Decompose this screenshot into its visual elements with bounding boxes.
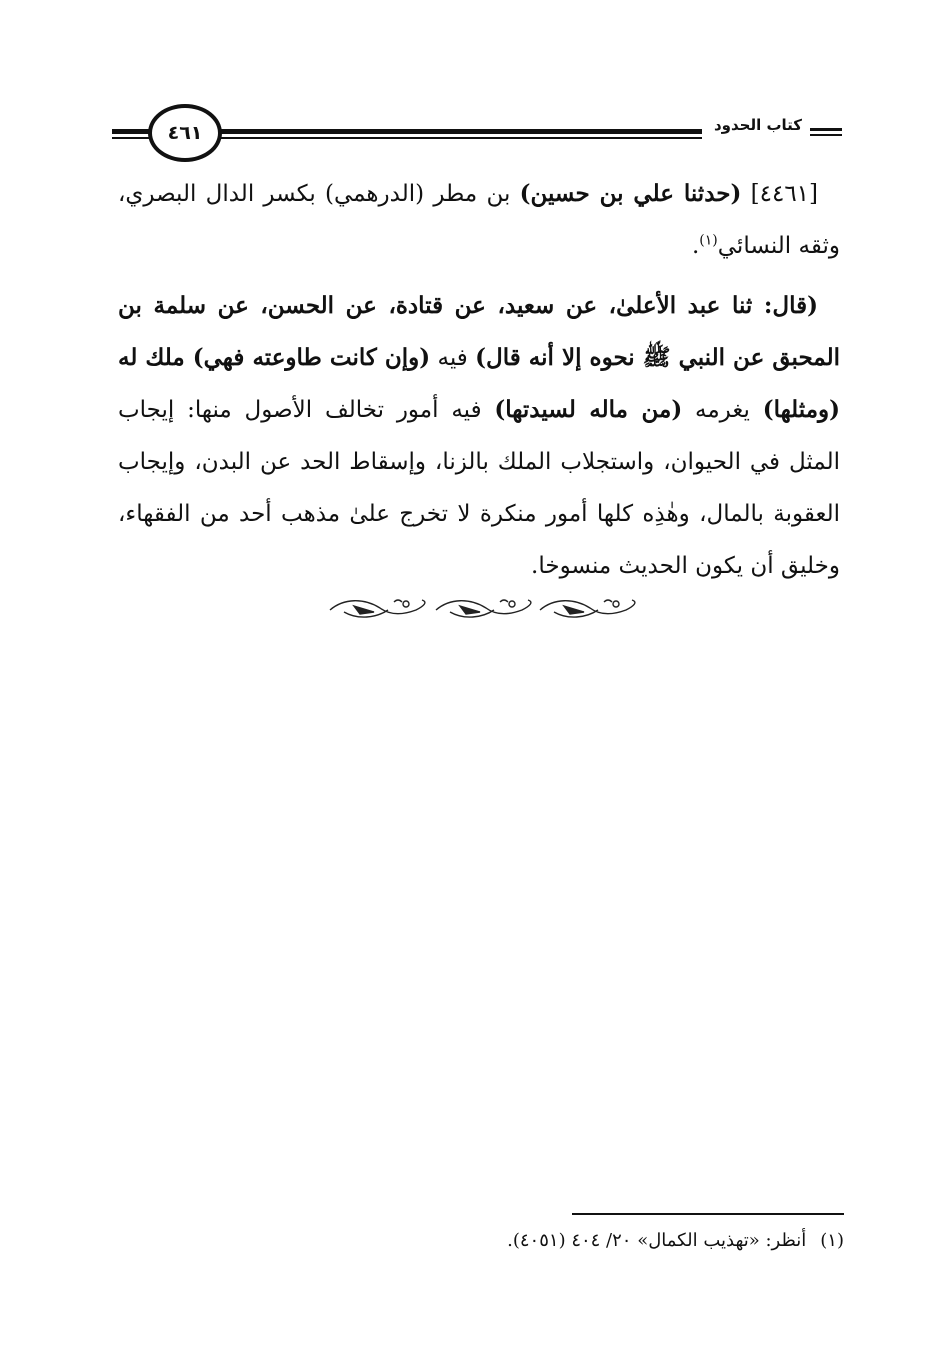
header-dash-thin [810,134,842,136]
paragraph-1 [118,168,840,272]
narrator-chain: (حدثنا علي بن حسين) [519,180,742,207]
commentary-text-2: فيه أمور تخالف الأصول منها: إيجاب المثل في الحيوان، واستجلاب الملك بالزنا، وإسقاط الحد عن البدن، وإيجاب العقوبة بالمال، وهٰذِه كلها أمور منكرة لا تخرج علىٰ مذهب أحد من الفقهاء، وخليق أن يكون الحديث منسوخا. [118,397,840,579]
hadith-text-1: (قال: ثنا عبد الأعلىٰ، عن سعيد، عن قتادة، عن الحسن، عن سلمة بن المحبق عن النبي ﷺ نحوه إلا أنه قال) [118,292,840,371]
commentary-word-2: يغرمه [695,397,750,423]
hadith-text-3: (من ماله لسيدتها) [494,396,683,423]
commentary-word-1: فيه [437,345,468,371]
footnote-separator [572,1213,844,1215]
footnote [300,1226,844,1256]
ornament-motif [540,600,635,617]
footnote-text: أنظر: «تهذيب الكمال» ٢٠/ ٤٠٤ (٤٠٥١). [507,1230,807,1251]
floral-divider-icon [324,594,638,624]
footnote-number: (١) [820,1230,844,1251]
chapter-title: كتاب الحدود [713,116,802,134]
paragraph-2 [118,280,840,592]
entry-number: [٤٤٦١] [750,181,819,207]
page-number: ٤٦١ [148,104,222,162]
sentence-end: . [691,233,700,259]
page-header [112,104,842,164]
ornament-motif [436,600,531,617]
hadith-text-2: (وإن كانت طاوعته فهي) ملك له (ومثلها) [118,344,841,423]
header-dash-thick [810,128,842,131]
ornament-motif [330,600,425,617]
commentary-text: بن مطر (الدرهمي) بكسر الدال البصري، وثقه النسائي [118,181,840,259]
footnote-mark[interactable]: (١) [699,232,718,249]
main-text [118,168,840,592]
